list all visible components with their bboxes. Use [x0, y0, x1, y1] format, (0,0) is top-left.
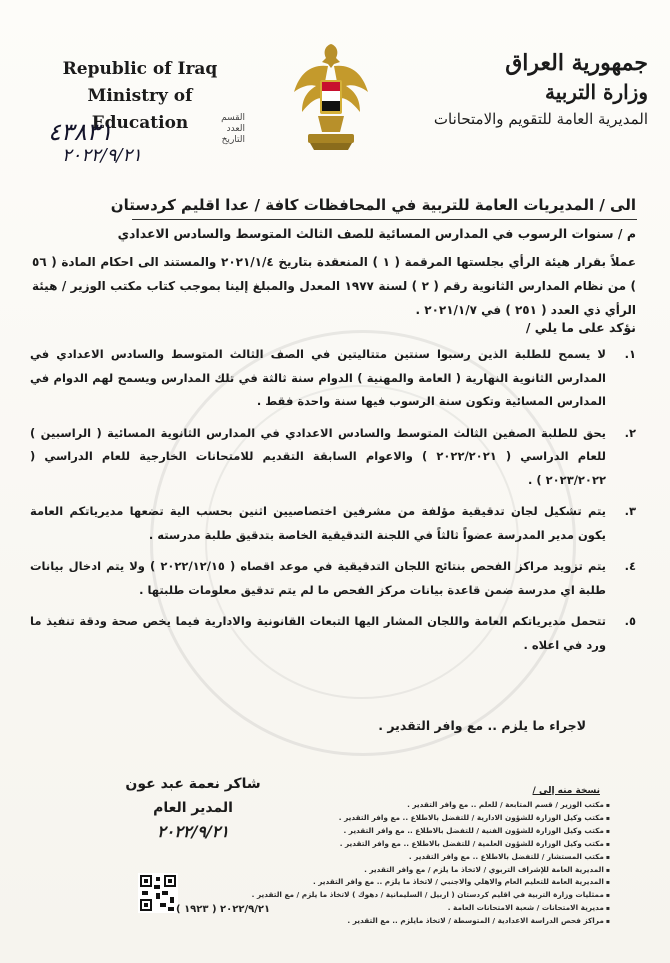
- copy-recipient: ▪ مكتب الوزير / قسم المتابعة / للعلم .. مع وافر التقدير .: [170, 799, 610, 812]
- header-ar-line3: المديرية العامة للتقويم والامتحانات: [433, 110, 648, 128]
- intro-paragraph: عملاً بقرار هيئة الرأي بجلستها المرقمة ( ١ ) المنعقدة بتاريخ ٢٠٢١/١/٤ والمستند الى احكام المادة ( ٥٦ ) من نظام المدارس الثانوية رقم ( ٢ ) لسنة ١٩٧٧ المعدل والمبلغ إلينا بموجب كتاب مكتب الوزير / هيئة الرأي ذي العدد ( ٢٥١ ) في ٢٠٢١/١/٧ .: [32, 255, 637, 317]
- qr-code-icon: [138, 873, 178, 913]
- copy-recipient: ▪ مديرية الامتحانات / شعبة الامتحانات العامة .: [170, 902, 610, 915]
- header-ar-line1: جمهورية العراق: [505, 50, 648, 76]
- header-arabic: [418, 48, 648, 132]
- copy-recipient: ▪ مكتب وكيل الوزارة للشؤون الادارية / للتفضل بالاطلاع .. مع وافر التقدير .: [170, 812, 610, 825]
- document-code: ( ١٩٢٣ ) ٢٠٢٢/٩/٢١: [176, 904, 271, 915]
- signature-date: ٢٠٢٢/٩/٢١: [157, 822, 229, 841]
- item-text: يتم تزويد مراكز الفحص بنتائج اللجان التدقيقية في موعد اقصاه ( ٢٠٢٢/١٢/١٥ ) ولا يتم ادخال بيانات طلبة اي مدرسة ضمن قاعدة بيانات مركز الفحص ما لم يتم تدقيق معلومات طلبتها .: [30, 559, 606, 597]
- item-number: ٥.: [624, 614, 636, 628]
- ref-date-label: التاريخ: [221, 135, 245, 145]
- closing-line: لاجراء ما يلزم .. مع وافر التقدير .: [378, 718, 586, 733]
- copy-recipient: ▪ مكتب المستشار / للتفضل بالاطلاع .. مع وافر التقدير .: [170, 851, 610, 864]
- directive-list: [30, 343, 636, 665]
- handwritten-date: ٢٠٢٢/٩/٢١: [62, 145, 142, 166]
- subject-line: م / سنوات الرسوب في المدارس المسائية للصف الثالث المتوسط والسادس الاعدادي: [117, 226, 636, 241]
- item-number: ٤.: [624, 559, 636, 573]
- header-en-line2: Ministry of Education: [87, 86, 193, 133]
- item-text: لا يسمح للطلبة الذين رسبوا سنتين متتاليتين في الصف الثالث المتوسط والسادس الاعدادي في المدارس الثانوية النهارية ( العامة والمهنية ) الدوام سنة ثالثة في تلك المدارس ويسمح لهم الدوام في المدارس المسائية وتكون سنة الرسوب فيها سنة واحدة فقط .: [30, 347, 606, 408]
- list-item: [30, 422, 636, 493]
- ref-number-label: العدد: [226, 124, 245, 134]
- affirm-heading: نؤكد على ما يلي /: [525, 320, 636, 335]
- item-text: تتحمل مديرياتكم العامة واللجان المشار اليها التبعات القانونية والادارية فيما يخص صحة ودقة تنفيذ ما ورد في اعلاه .: [30, 614, 606, 652]
- copy-recipient: ▪ المديرية العامة للإشراف التربوي / لاتخاذ ما يلزم / مع وافر التقدير .: [170, 864, 610, 877]
- copy-recipient: ▪ المديرية العامة للتعليم العام والاهلي والاجنبي / لاتخاذ ما يلزم .. مع وافر التقدير .: [170, 876, 610, 889]
- copies-title: نسخة منه إلى /: [532, 786, 600, 796]
- item-text: يحق للطلبة الصفين الثالث المتوسط والسادس الاعدادي في المدارس الثانوية المسائية ( الراسبين ) للعام الدراسي ( ٢٠٢٢/٢٠٢١ ) والاعوام السابقة التقديم للامتحانات الخارجية للعام الدراسي ( ٢٠٢٣/٢٠٢٢ ) .: [30, 425, 606, 487]
- copy-recipient: ▪ مكتب وكيل الوزارة للشؤون العلمية / للتفضل بالاطلاع .. مع وافر التقدير .: [170, 838, 610, 851]
- item-number: ١.: [624, 347, 636, 361]
- copy-recipient: ▪ مراكز فحص الدراسة الاعدادية / المتوسطة / لاتخاذ مايلزم .. مع التقدير .: [170, 915, 610, 928]
- iraq-eagle-emblem: [292, 40, 370, 152]
- item-number: ٢.: [624, 425, 636, 440]
- addressee-underline: [132, 219, 637, 220]
- item-text: يتم تشكيل لجان تدقيقية مؤلفة من مشرفين اختصاصيين اثنين بحسب الية تضعها مديرياتكم العامة يكون مدير المدرسة عضواً ثالثاً في اللجنة التدقيقية الخاصة بتدقيق طلبة مدرسته .: [30, 504, 606, 542]
- signatory-title: المدير العام: [153, 800, 233, 816]
- reference-labels: [195, 113, 245, 146]
- list-item: [30, 610, 636, 657]
- header-en-line1: Republic of Iraq: [62, 59, 218, 79]
- signatory-name: شاكر نعمة عبد عون: [125, 776, 261, 792]
- copy-recipient: ▪ مكتب وكيل الوزارة للشؤون الفنية / للتفضل بالاطلاع .. مع وافر التقدير .: [170, 825, 610, 838]
- list-item: [30, 500, 636, 547]
- copy-recipient: ▪ ممثليات وزارة التربية في اقليم كردستان ( اربيل / السليمانية / دهوك ) لاتخاذ ما يلزم / مع التقدير .: [170, 889, 610, 902]
- handwritten-number: ٤٣٨٣١: [48, 118, 113, 146]
- ref-dept-label: القسم: [221, 113, 245, 123]
- header-ar-line2: وزارة التربية: [544, 80, 648, 104]
- item-number: ٣.: [624, 504, 636, 518]
- list-item: [30, 555, 636, 602]
- addressee-line: الى / المديريات العامة للتربية في المحافظات كافة / عدا اقليم كردستان: [110, 196, 636, 214]
- list-item: [30, 343, 636, 414]
